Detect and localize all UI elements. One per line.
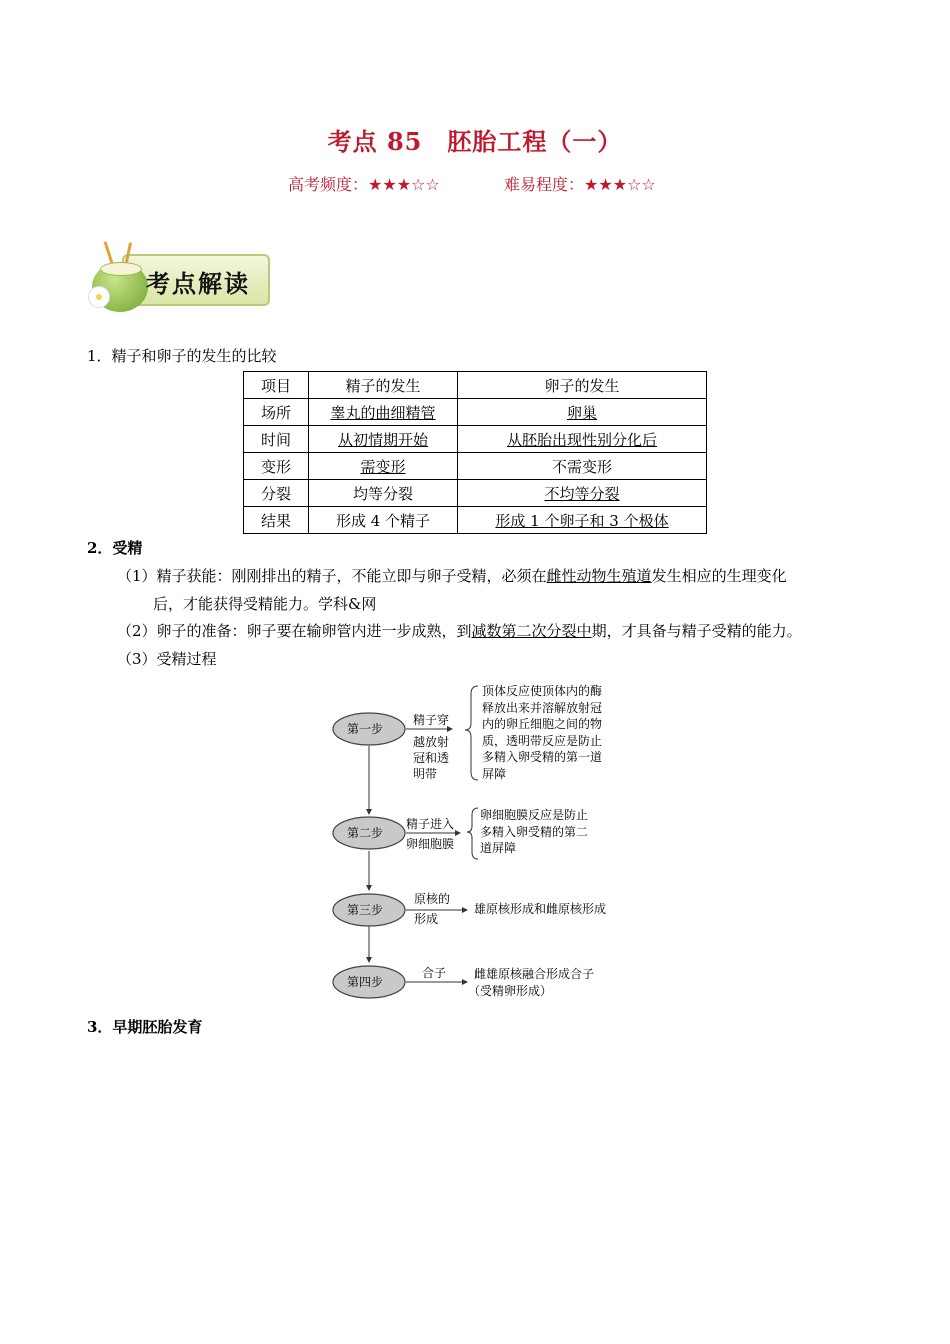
step-action: 精子进入 [406,817,455,831]
flower-icon [88,286,110,308]
paragraph-1: （1）精子获能：刚刚排出的精子，不能立即与卵子受精，必须在雌性动物生殖道发生相应的生理变化 [117,567,787,585]
section2-heading: 2．受精 [87,539,143,557]
table-row [244,426,707,453]
step-detail: 释放出来并溶解放射冠 [482,700,603,715]
step-detail: 卵细胞膜反应是防止 [480,808,589,822]
step-action: 精子穿 [413,713,450,727]
fertilization-flowchart [330,680,630,1000]
step-action: 形成 [414,912,439,926]
section-badge [86,240,276,318]
table-cell: 不需变形 [458,453,707,480]
table-cell: 形成 1 个卵子和 3 个极体 [495,511,669,530]
paragraph-3: （3）受精过程 [117,650,217,668]
step-action: 原核的 [414,892,451,906]
step-detail: 多精入卵受精的第二 [480,824,589,839]
step-action: 明带 [413,767,438,781]
comparison-table [243,371,707,534]
brace-2 [467,808,478,859]
table-header-cell: 卵子的发生 [458,372,707,399]
step-action: 冠和透 [413,751,450,765]
step-label: 第四步 [347,975,384,989]
paragraph-2: （2）卵子的准备：卵子要在输卵管内进一步成熟，到减数第二次分裂中期，才具备与精子受精的能力。 [117,622,802,640]
section3-heading: 3．早期胚胎发育 [87,1018,203,1036]
table-cell: 分裂 [244,480,309,507]
brace-1 [465,686,478,780]
exam-frequency-rating: 高考频度：★★★☆☆ [288,175,440,194]
table-cell: 睾丸的曲细精管 [330,403,436,422]
table-row [244,399,707,426]
section1-heading: 1．精子和卵子的发生的比较 [87,347,277,365]
difficulty-rating: 难易程度：★★★☆☆ [504,175,656,194]
step-action: 越放射 [413,735,450,749]
step-label: 第二步 [347,826,384,840]
table-cell: 需变形 [360,457,406,476]
step-label: 第一步 [347,722,384,736]
step-label: 第三步 [347,903,384,917]
table-header-row [244,372,707,399]
step-detail: 质，透明带反应是防止 [482,733,603,748]
table-cell: 不均等分裂 [544,484,620,503]
table-cell: 形成 4 个精子 [309,507,458,534]
table-cell: 从初情期开始 [337,430,428,449]
step-action: 卵细胞膜 [406,837,455,851]
step-detail: 屏障 [482,766,507,781]
table-row [244,507,707,534]
underlined-term: 雌性动物生殖道 [546,567,652,585]
table-cell: 结果 [244,507,309,534]
step-detail: 道屏障 [480,841,517,855]
step-detail: （受精卵形成） [468,984,553,998]
table-row [244,480,707,507]
underlined-term: 减数第二次分裂中 [471,622,592,640]
table-cell: 从胚胎出现性别分化后 [506,430,657,449]
coconut-top-icon [100,262,142,276]
table-row [244,453,707,480]
step-action: 合子 [422,966,447,980]
step-detail: 顶体反应使顶体内的酶 [482,684,603,698]
step-detail: 雄原核形成和雌原核形成 [474,902,607,916]
step-detail: 雌雄原核融合形成合子 [474,967,595,981]
table-cell: 时间 [244,426,309,453]
table-cell: 均等分裂 [309,480,458,507]
table-cell: 变形 [244,453,309,480]
step-detail: 多精入卵受精的第一道 [482,750,603,764]
table-header-cell: 项目 [244,372,309,399]
table-header-cell: 精子的发生 [309,372,458,399]
paragraph-1-cont: 后，才能获得受精能力。学科&网 [153,595,377,613]
table-cell: 场所 [244,399,309,426]
table-cell: 卵巢 [566,403,597,422]
step-detail: 内的卵丘细胞之间的物 [482,717,603,731]
badge-label: 考点解读 [146,269,250,298]
page-title: 考点 85 胚胎工程（一） [327,127,623,156]
